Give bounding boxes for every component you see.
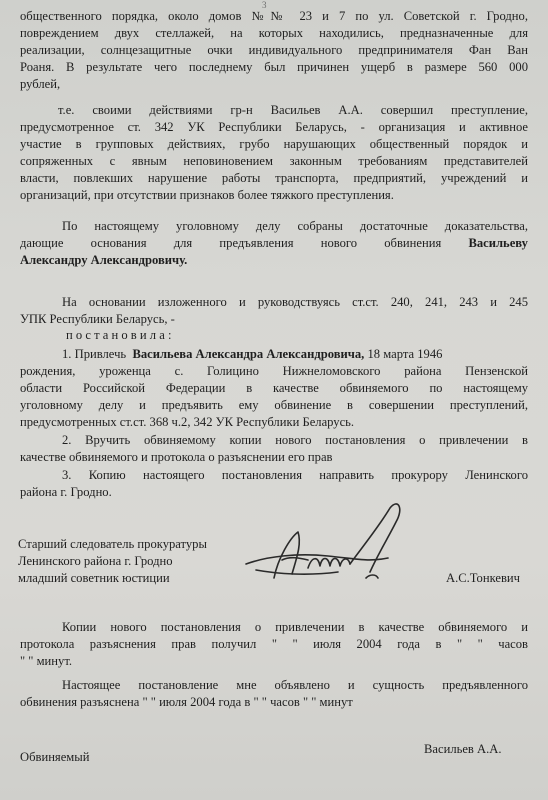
text-line: предусмотренное ст. 342 УК Республики Беларусь, - организация и активное bbox=[20, 120, 528, 134]
text-line: власти, повлекших нарушение работы транспорта, предприятий, учреждений и bbox=[20, 171, 528, 185]
paragraph-qualification bbox=[20, 102, 528, 204]
text-line: 3. Копию настоящего постановления направить прокурору Ленинского bbox=[62, 468, 528, 482]
text-line: Настоящее постановление мне объявлено и сущность предъявленного bbox=[62, 678, 528, 692]
text-fragment: дающие основания для предъявления нового обвинения bbox=[20, 236, 442, 250]
text-line bbox=[20, 235, 528, 252]
decision-item-1 bbox=[20, 346, 528, 431]
handwritten-signature bbox=[238, 498, 408, 598]
text-line: Ленинского района г. Гродно bbox=[18, 554, 173, 568]
text-line: реализации, солнцезащитные очки индивидуального предпринимателя Фан Ван bbox=[20, 43, 528, 57]
paragraph-evidence bbox=[20, 218, 528, 269]
accused-name-bold: Александру Александровичу. bbox=[20, 253, 188, 267]
paragraph-receipt bbox=[20, 619, 528, 670]
text-line: уголовному делу и предъявить ему обвинение в совершении преступлений, bbox=[20, 398, 528, 412]
text-line bbox=[20, 346, 528, 363]
page-number: 3 bbox=[262, 0, 267, 10]
text-line: района г. Гродно. bbox=[20, 485, 112, 499]
text-line: На основании изложенного и руководствуясь ст.ст. 240, 241, 243 и 245 bbox=[62, 295, 528, 309]
text-line: участие в групповых действиях, грубо нарушающих общественный порядок и bbox=[20, 137, 528, 151]
text-line: области Российской Федерации в качестве обвиняемого по настоящему bbox=[20, 381, 528, 395]
text-line: По настоящему уголовному делу собраны достаточные доказательства, bbox=[62, 219, 528, 233]
accused-label: Обвиняемый bbox=[20, 750, 90, 764]
text-line: обвинения разъяснена " " июля 2004 года в " " часов " " минут bbox=[20, 695, 353, 709]
text-line: Копии нового постановления о привлечении в качестве обвиняемого и bbox=[62, 620, 528, 634]
paragraph-offense-description bbox=[20, 8, 528, 93]
official-title bbox=[18, 536, 207, 587]
decision-item-3 bbox=[20, 467, 528, 501]
text-line: Роаня. В результате чего последнему был причинен ущерб в размере 560 000 bbox=[20, 60, 528, 74]
accused-surname-bold: Васильеву bbox=[468, 236, 528, 250]
text-line: организаций, при отсутствии признаков более тяжкого преступления. bbox=[20, 188, 394, 202]
paragraph-announcement bbox=[20, 677, 528, 711]
decision-item-2 bbox=[20, 432, 528, 466]
text-line: младший советник юстиции bbox=[18, 571, 170, 585]
text-line: т.е. своими действиями гр-н Васильев А.А. совершил преступление, bbox=[58, 103, 528, 117]
accused-name: Васильев А.А. bbox=[424, 742, 502, 756]
accused-full-name-bold: Васильева Александра Александровича, bbox=[132, 347, 365, 361]
text-line: Старший следователь прокуратуры bbox=[18, 537, 207, 551]
text-line: предусмотренных ст.ст. 368 ч.2, 342 УК Республики Беларусь. bbox=[20, 415, 355, 429]
text-line: повреждением двух стеллажей, на которых находились, предназначенные для bbox=[20, 26, 528, 40]
birth-date: 18 марта 1946 bbox=[367, 347, 443, 361]
text-line: общественного порядка, около домов №№ 23 и 7 по ул. Советской г. Гродно, bbox=[20, 9, 528, 23]
text-line: протокола разъяснения прав получил " " июля 2004 года в " " часов bbox=[20, 637, 528, 651]
text-line: 2. Вручить обвиняемому копии нового постановления о привлечении в bbox=[62, 433, 528, 447]
text-line: " " минут. bbox=[20, 654, 73, 668]
official-name: А.С.Тонкевич bbox=[446, 571, 520, 585]
text-fragment: 1. Привлечь bbox=[62, 347, 127, 361]
text-line: рублей, bbox=[20, 77, 61, 91]
text-line: рождения, уроженца с. Голицино Нижнеломовского района Пензенской bbox=[20, 364, 528, 378]
decree-heading: п о с т а н о в и л а : bbox=[66, 328, 172, 342]
text-line: качестве обвиняемого и протокола о разъяснении его прав bbox=[20, 450, 333, 464]
text-line: УПК Республики Беларусь, - bbox=[20, 312, 175, 326]
paragraph-legal-basis bbox=[20, 294, 528, 328]
text-line: сопряженных с явным неповиновением законным требованиям представителей bbox=[20, 154, 528, 168]
